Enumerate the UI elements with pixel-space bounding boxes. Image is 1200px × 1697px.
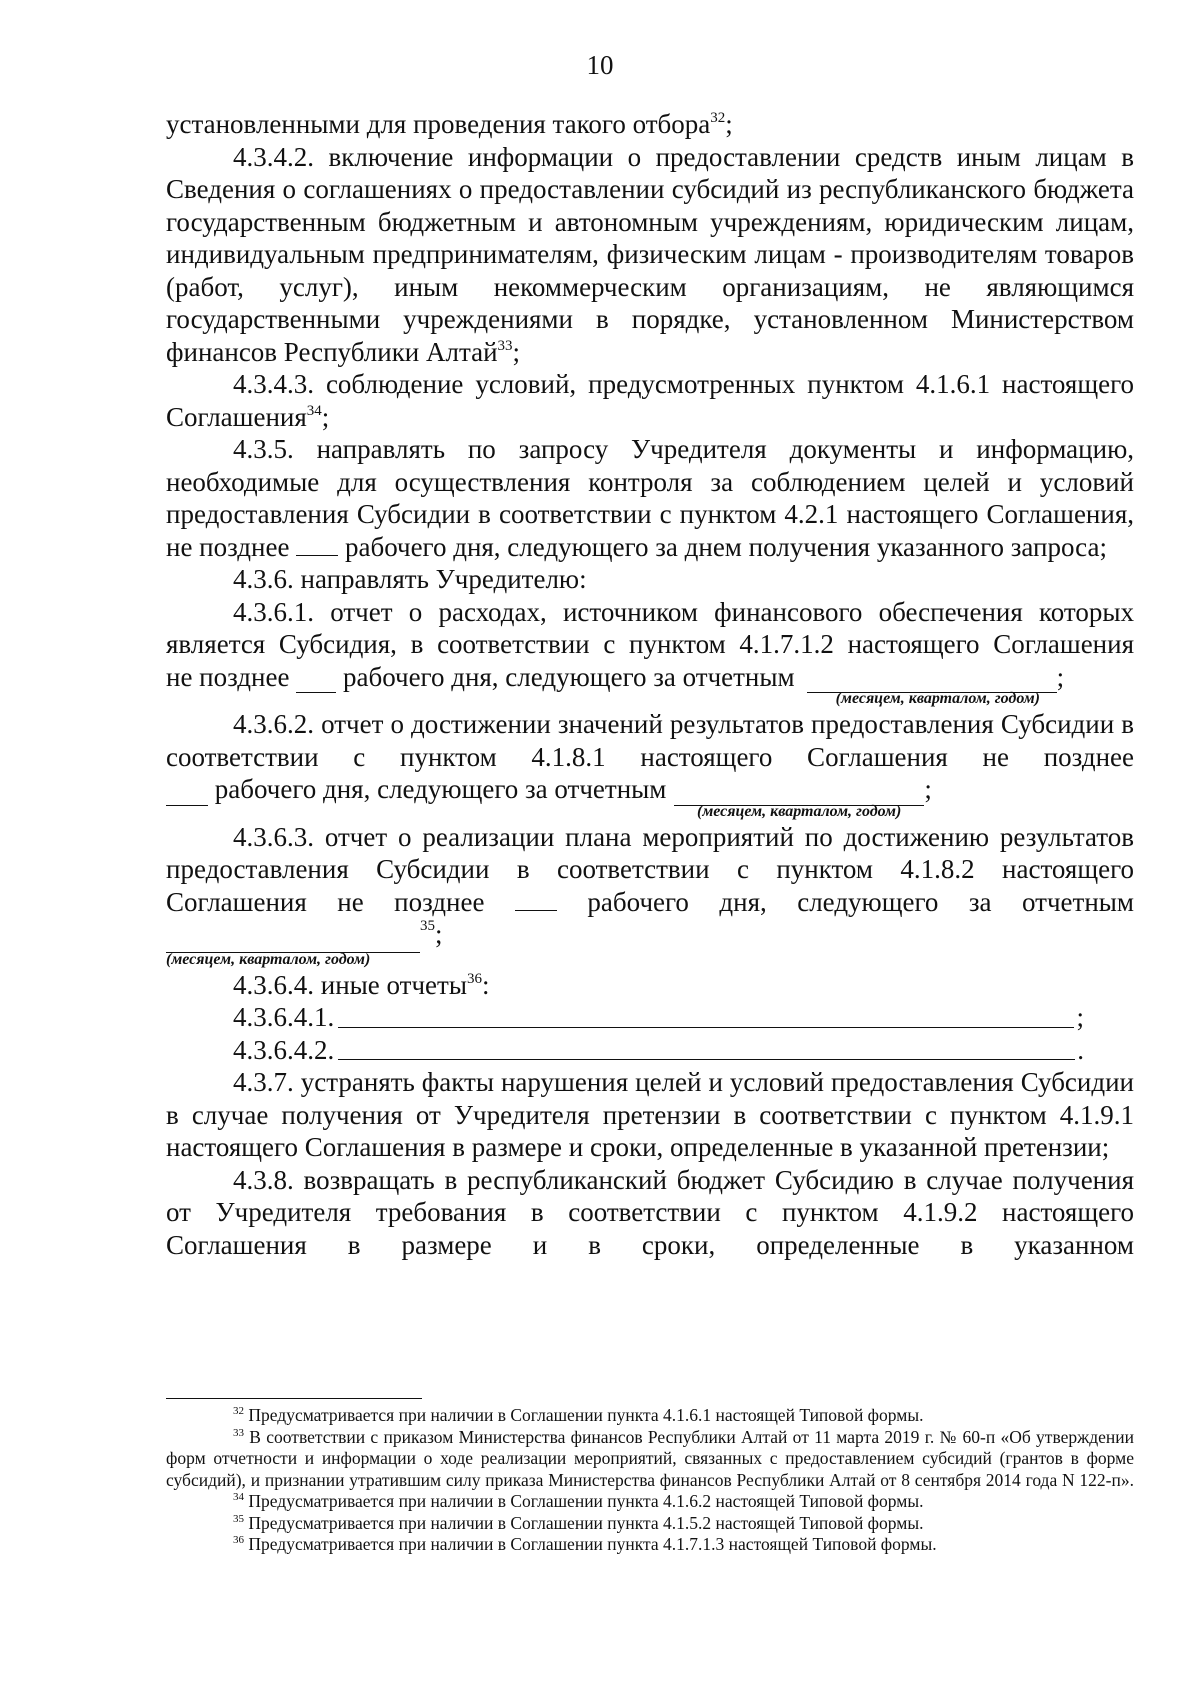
blank-days-field xyxy=(515,890,557,911)
footnote-35: $^{35}$ Предусматривается при наличии в Соглашении пункта 4.1.5.2 настоящей Типовой формы. xyxy=(233,1512,924,1533)
paragraph-4-3-6-4-1: 4.3.6.4.1. ; xyxy=(233,1002,1084,1032)
blank-days-field xyxy=(296,535,338,556)
paragraph-4-3-8: 4.3.8. возвращать в республиканский бюджет Субсидию в случае получения от Учредителя требования в соответствии с пунктом 4.1.9.2 настоящего Соглашения в размере и в сроки, определенные в указанном xyxy=(166,1164,1134,1260)
paragraph-4-3-6-2-deadline: рабочего дня, следующего за отчетным ; xyxy=(166,773,1134,806)
blank-period-field xyxy=(166,932,420,953)
footnote-separator xyxy=(166,1398,422,1399)
blank-report-field xyxy=(338,1037,1075,1060)
period-caption: (месяцем, кварталом, годом) xyxy=(835,690,1040,707)
footnote-ref-33: 33 xyxy=(497,337,513,354)
paragraph-4-3-6-1-deadline: не позднее рабочего дня, следующего за отчетным ; xyxy=(166,661,1065,692)
footnote-ref-36: 36 xyxy=(466,970,482,987)
footnote-ref-35: 35 xyxy=(420,918,435,934)
blank-days-field xyxy=(166,785,208,806)
paragraph-4-3-6-1: 4.3.6.1. отчет о расходах, источником финансового обеспечения которых является Субсидия, в соответствии с пунктом 4.1.7.1.2 настоящего Соглашения xyxy=(166,596,1134,659)
footnote-34: $^{34}$ Предусматривается при наличии в Соглашении пункта 4.1.6.2 настоящей Типовой формы. xyxy=(233,1491,924,1511)
footnote-32: $^{32}$ Предусматривается при наличии в Соглашении пункта 4.1.6.1 настоящей Типовой формы. xyxy=(233,1405,924,1425)
paragraph-4-3-4-2: 4.3.4.2. включение информации о предоставлении средств иным лицам в Сведения о соглашениях о предоставлении субсидий из республиканского бюджета государственным бюджетным и автономным учреждениям, юридическим лицам, индивидуальным предпринимателям, физическим лицам - производителям товаров (работ, услуг), иным некоммерческим организациям, не являющимся государственными учреждениями в порядке, установленном Министерством финансов Республики Алтай$^{33}$; xyxy=(166,141,1134,367)
page-number: 10 xyxy=(586,50,614,80)
footnotes xyxy=(166,1398,1134,1556)
blank-report-field xyxy=(338,1005,1074,1028)
paragraph-4-3-7: 4.3.7. устранять факты нарушения целей и условий предоставления Субсидии в случае получения от Учредителя претензии в соответствии с пунктом 4.1.9.1 настоящего Соглашения в размере и сроки, определенные в указанной претензии; xyxy=(166,1067,1134,1162)
paragraph-4-3-6-4: 4.3.6.4. иные отчеты$^{36}$: xyxy=(233,969,490,1000)
footnote-ref-32: 32 xyxy=(710,110,726,126)
paragraph-4-3-6-3: 4.3.6.3. отчет о реализации плана мероприятий по достижению результатов предоставления Субсидии в соответствии с пунктом 4.1.8.2 настоящего Соглашения не позднее рабочего дня, следующего за отчетным xyxy=(166,821,1134,917)
footnote-ref-34: 34 xyxy=(306,402,322,419)
paragraph-4-3-6-2: 4.3.6.2. отчет о достижении значений результатов предоставления Субсидии в соответствии с пунктом 4.1.8.1 настоящего Соглашения не позднее xyxy=(166,709,1134,772)
document-body xyxy=(166,108,1134,1261)
paragraph-4-3-6: 4.3.6. направлять Учредителю: xyxy=(233,564,587,594)
paragraph-continuation: установленными для проведения такого отбора$^{32}$; xyxy=(166,109,733,139)
paragraph-4-3-6-4-2: 4.3.6.4.2. . xyxy=(233,1034,1084,1065)
paragraph-4-3-5: 4.3.5. направлять по запросу Учредителя документы и информацию, необходимые для осуществления контроля за соблюдением целей и условий предоставления Субсидии в соответствии с пунктом 4.2.1 настоящего Соглашения, не позднее рабочего дня, следующего за днем получения указанного запроса; xyxy=(166,434,1134,562)
period-caption: (месяцем, кварталом, годом) xyxy=(166,950,371,968)
footnote-33: $^{33}$ В соответствии с приказом Министерства финансов Республики Алтай от 11 марта 2019 г. № 60-п «Об утверждении форм отчетности и информации о ходе реализации мероприятий, связанных с предоставлением субсидий (грантов в форме субсидий), и признании утратившим силу приказа Министерства финансов Республики Алтай от 8 сентября 2014 года N 122-п». xyxy=(166,1426,1134,1490)
blank-days-field xyxy=(296,672,336,693)
paragraph-4-3-6-3-period: $^{35}$; xyxy=(166,920,1134,953)
footnote-36: $^{36}$ Предусматривается при наличии в Соглашении пункта 4.1.7.1.3 настоящей Типовой формы. xyxy=(233,1534,937,1554)
period-caption: (месяцем, кварталом, годом) xyxy=(697,802,902,820)
paragraph-4-3-4-3: 4.3.4.3. соблюдение условий, предусмотренных пунктом 4.1.6.1 настоящего Соглашения$^{34}$; xyxy=(166,369,1134,432)
